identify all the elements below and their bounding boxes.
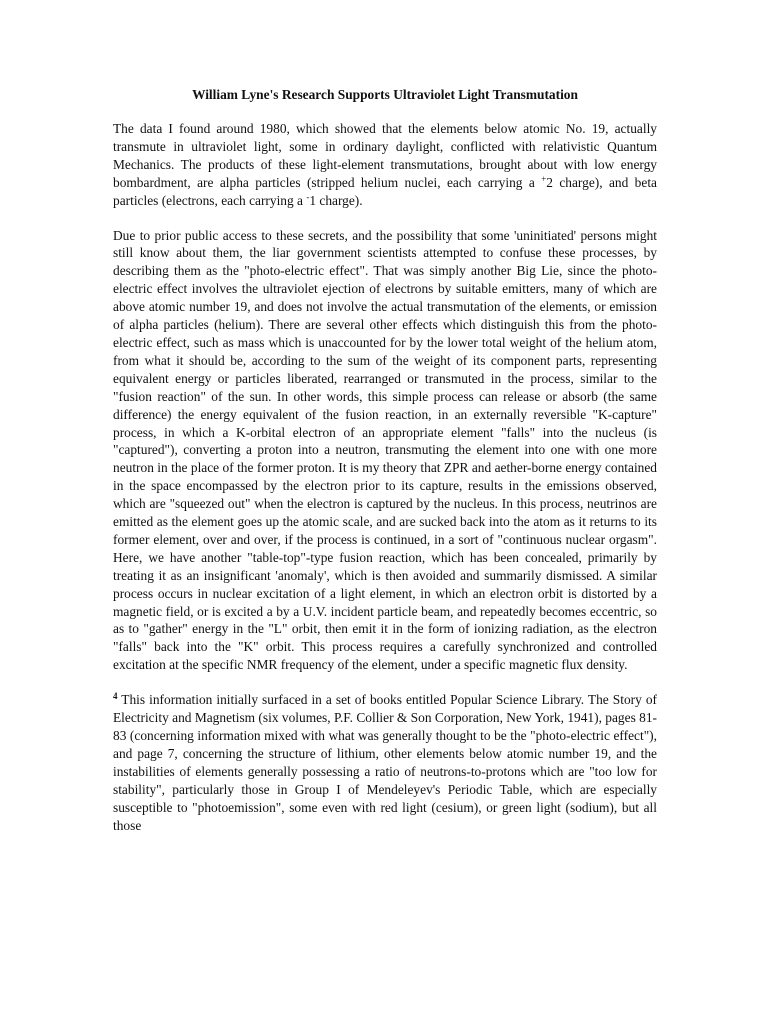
minus-superscript: -: [306, 191, 310, 202]
footnote: [113, 691, 657, 835]
footnote-marker: 4: [113, 691, 118, 702]
document-title: William Lyne's Research Supports Ultraviolet Light Transmutation: [192, 87, 578, 102]
paragraph-1-part-a: The data I found around 1980, which showed that the elements below atomic No. 19, actually transmute in ultraviolet light, some in ordinary daylight, conflicted with relativistic Quantum Mechanics. The products of these light-element transmutations, brought about with low energy bombardment, are alpha particles (stripped helium nuclei, each carrying a: [113, 121, 657, 190]
document-page: [113, 86, 657, 835]
paragraph-1-part-b: 2 charge), and beta particles (electrons, each carrying a: [113, 174, 657, 208]
paragraph-1-part-c: 1 charge).: [309, 192, 363, 208]
footnote-text: This information initially surfaced in a set of books entitled Popular Science Library. The Story of Electricity and Magnetism (six volumes, P.F. Collier & Son Corporation, New York, 1941), pages 81-83 (concerning information mixed with what was generally thought to be the "photo-electric effect"), and page 7, concerning the structure of lithium, other elements below atomic number 19, and the instabilities of elements generally possessing a ratio of neutrons-to-protons which are "too low for stability", particularly those in Group I of Mendeleyev's Periodic Table, which are especially susceptible to "photoemission", some even with red light (cesium), or green light (sodium), but all those: [113, 692, 657, 834]
paragraph-1: [113, 120, 657, 210]
paragraph-2: Due to prior public access to these secrets, and the possibility that some 'uninitiated' persons might still know about them, the liar government scientists attempted to confuse these processes, by describing them as the "photo-electric effect". That was simply another Big Lie, since the photo-electric effect involves the ultraviolet ejection of electrons by suitable emitters, many of which are above atomic number 19, and does not involve the actual transmutation of the elements, or emission of alpha particles (helium). There are several other effects which distinguish this from the photo-electric effect, such as mass which is unaccounted for by the lower total weight of the helium atom, from what it should be, according to the sum of the weight of its component parts, representing equivalent energy or particles liberated, rearranged or transmuted in the process, similar to the "fusion reaction" of the sun. In other words, this simple process can release or absorb (the same difference) the energy equivalent of the fusion reaction, in an externally reversible "K-capture" process, in which a K-orbital electron of an appropriate element "falls" into the nucleus (is "captured"), converting a proton into a neutron, transmuting the element into one with one more neutron in the place of the former proton. It is my theory that ZPR and aether-borne energy contained in the space encompassed by the electron prior to its capture, results in the emissions observed, which are "squeezed out" when the electron is captured by the nucleus. In this process, neutrinos are emitted as the element goes up the atomic scale, and are sucked back into the atom as it returns to its former element, over and over, if the process is continued, in a sort of "continuous nuclear orgasm". Here, we have another "table-top"-type fusion reaction, which has been concealed, primarily by treating it as an insignificant 'anomaly', which is then avoided and summarily dismissed. A similar process occurs in nuclear excitation of a light element, in which an electron orbit is distorted by a magnetic field, or is excited a by a U.V. incident particle beam, and repeatedly becomes eccentric, so as to "gather" energy in the "L" orbit, then emit it in the form of ionizing radiation, as the electron "falls" back into the "K" orbit. This process requires a carefully synchronized and controlled excitation at the specific NMR frequency of the element, under a specific magnetic flux density.: [113, 227, 657, 673]
plus-superscript: +: [541, 173, 547, 184]
